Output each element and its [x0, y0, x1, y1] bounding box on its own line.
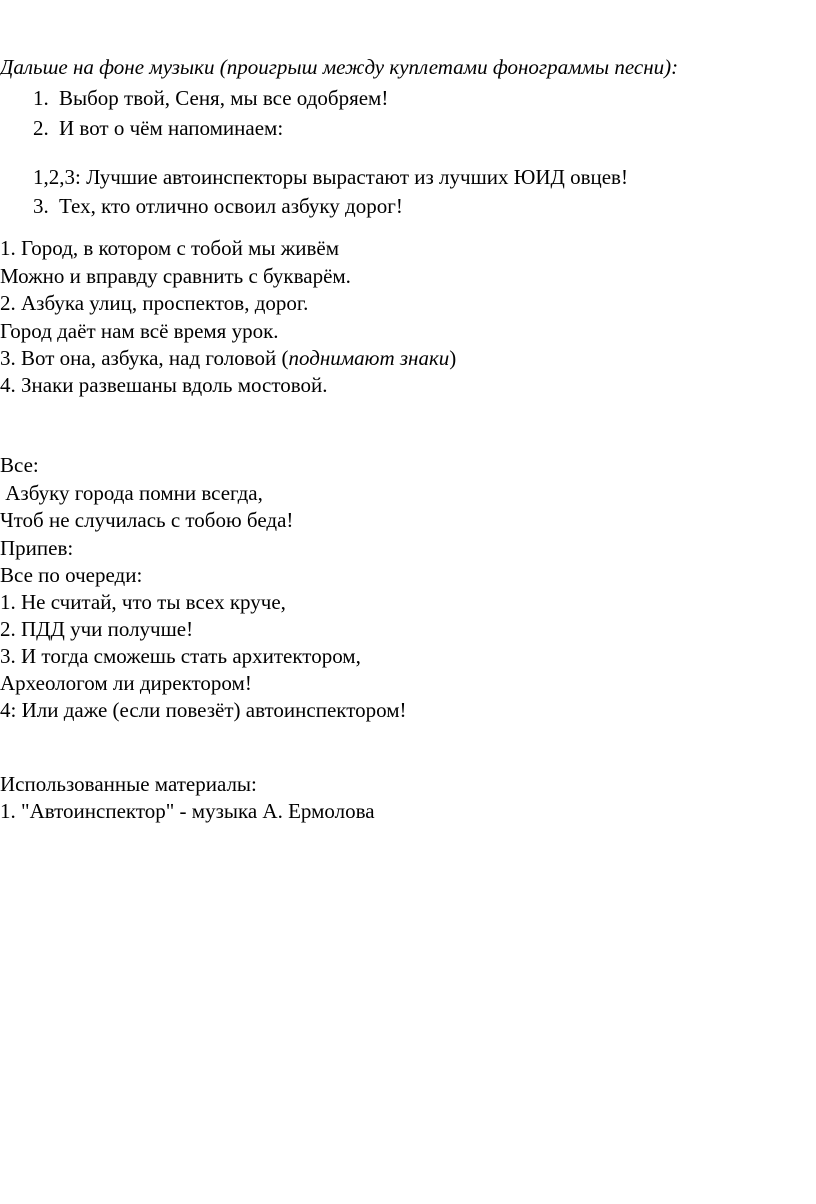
all-line-2: Чтоб не случилась с тобою беда! [0, 508, 294, 532]
chorus-line-2: 2. ПДД учи получше! [0, 617, 194, 641]
list-item-text: И вот о чём напоминаем: [59, 116, 284, 140]
list-item-3 [33, 196, 403, 217]
list-item-number: 2. [33, 116, 49, 140]
materials-item-1: 1. "Автоинспектор" - музыка А. Ермолова [0, 799, 375, 823]
verse-line-5-close: ) [449, 346, 457, 370]
chorus-line-3: 3. И тогда сможешь стать архитектором, [0, 644, 361, 668]
chorus-turn: Все по очереди: [0, 563, 143, 587]
verse-line-1: 1. Город, в котором с тобой мы живём [0, 236, 340, 260]
list-item-number: 1. [33, 86, 49, 110]
all-line-1: Азбуку города помни всегда, [0, 481, 263, 505]
combined-line: 1,2,3: Лучшие автоинспекторы вырастают из лучших ЮИД овцев! [33, 165, 628, 189]
list-item-text: Выбор твой, Сеня, мы все одобряем! [59, 86, 389, 110]
chorus-line-4: Археологом ли директором! [0, 671, 252, 695]
chorus-line-1: 1. Не считай, что ты всех круче, [0, 590, 286, 614]
all-label: Все: [0, 453, 39, 477]
list-item-1 [33, 88, 388, 109]
verse-line-5 [0, 348, 456, 369]
verse-line-5-text: 3. Вот она, азбука, над головой ( [0, 346, 289, 370]
verse-line-6: 4. Знаки развешаны вдоль мостовой. [0, 373, 328, 397]
chorus-label: Припев: [0, 536, 74, 560]
chorus-line-5: 4: Или даже (если повезёт) автоинспектором! [0, 698, 407, 722]
list-item-text: Тех, кто отлично освоил азбуку дорог! [59, 194, 403, 218]
verse-line-2: Можно и вправду сравнить с букварём. [0, 264, 351, 288]
stage-direction: поднимают знаки [288, 346, 450, 370]
list-item-2 [33, 118, 283, 139]
verse-line-4: Город даёт нам всё время урок. [0, 319, 279, 343]
materials-heading: Использованные материалы: [0, 772, 257, 796]
list-item-number: 3. [33, 194, 49, 218]
intro-text: Дальше на фоне музыки (проигрыш между куплетами фонограммы песни): [0, 55, 679, 79]
verse-line-3: 2. Азбука улиц, проспектов, дорог. [0, 291, 309, 315]
